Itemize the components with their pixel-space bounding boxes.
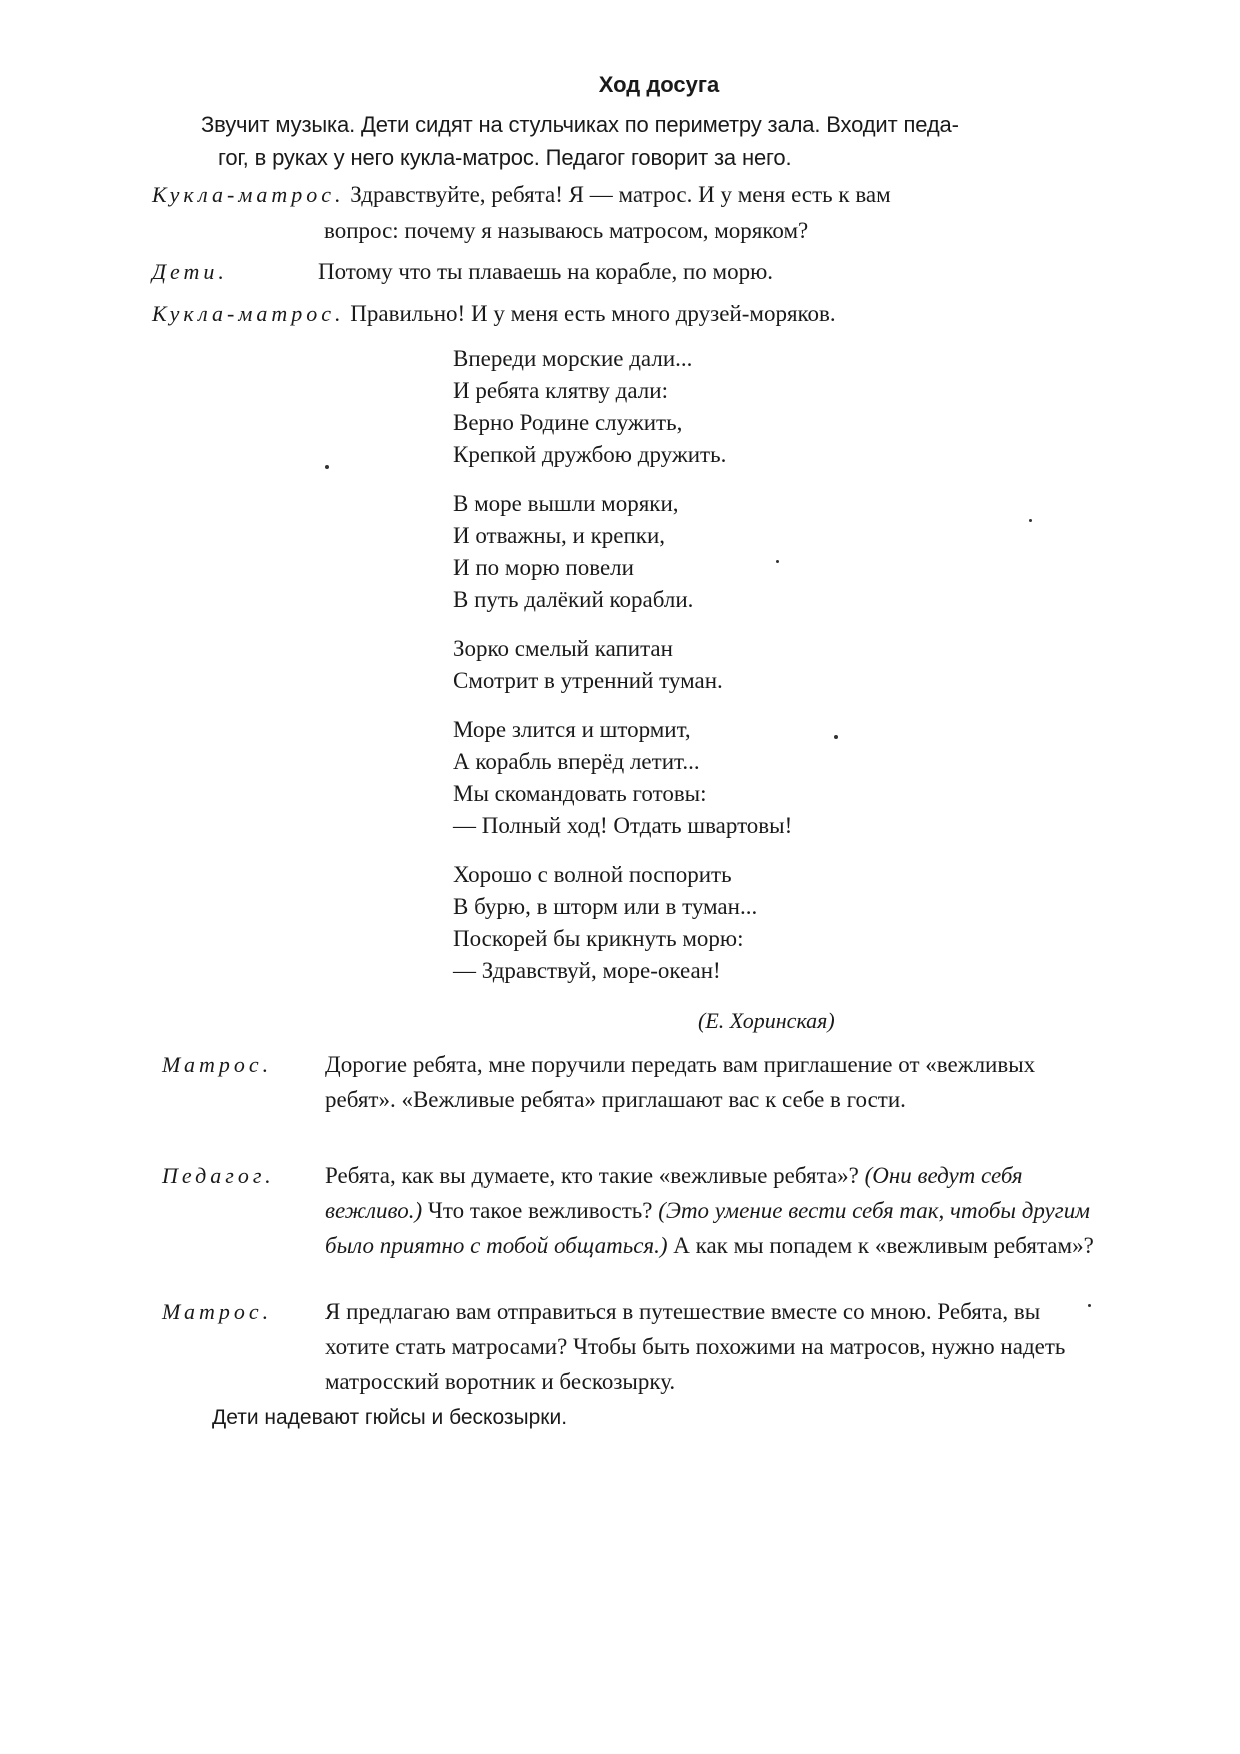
dialog-line-5	[162, 1158, 1102, 1263]
dialog-line-4-text: Дорогие ребята, мне поручили передать вам приглашение от «вежливых ребят». «Вежливые ребята» приглашают вас к себе в гости.	[325, 1052, 1036, 1112]
scan-speck	[1029, 519, 1032, 522]
page-title: Ход досуга	[598, 72, 720, 97]
speaker-doll-sailor-2: Кукла-матрос.	[152, 301, 345, 326]
poem-verse: А корабль вперёд летит...	[453, 749, 700, 774]
speaker-doll-sailor: Кукла-матрос.	[152, 182, 345, 207]
dialog-line-4	[162, 1047, 1102, 1117]
poem-stanza-4	[453, 714, 973, 842]
dialog-line-3	[152, 301, 836, 327]
poem-verse: — Полный ход! Отдать швартовы!	[453, 813, 793, 838]
scan-speck	[776, 560, 779, 563]
dialog-line-5-text-b: Что такое вежливость?	[422, 1198, 659, 1223]
poem-stanza-2	[453, 488, 973, 616]
poem-verse: И по морю повели	[453, 555, 634, 580]
dialog-line-6-text: Я предлагаю вам отправиться в путешествие вместе со мною. Ребята, вы хотите стать матросами? Чтобы быть похожими на матросов, нужно надеть матросский воротник и бескозырку.	[325, 1299, 1066, 1394]
intro-paragraph	[201, 108, 1091, 174]
poem-stanza-5	[453, 859, 973, 987]
dialog-line-1-first	[152, 182, 891, 208]
poem-verse: В бурю, в шторм или в туман...	[453, 894, 758, 919]
closing-stage-direction: Дети надевают гюйсы и бескозырки.	[212, 1406, 568, 1429]
dialog-line-3-text: Правильно! И у меня есть много друзей-моряков.	[344, 301, 836, 326]
poem-verse: Поскорей бы крикнуть морю:	[453, 926, 744, 951]
poem-verse: Крепкой дружбою дружить.	[453, 442, 727, 467]
poem-verse: Впереди морские дали...	[453, 346, 693, 371]
stage-note: (Они ведут себя вежливо.)	[325, 1163, 1023, 1223]
poem-verse: Верно Родине служить,	[453, 410, 683, 435]
dialog-line-5-text-a: Ребята, как вы думаете, кто такие «вежливые ребята»?	[325, 1163, 865, 1188]
dialog-line-6	[162, 1294, 1102, 1399]
poem-verse: В море вышли моряки,	[453, 491, 679, 516]
poem	[453, 343, 973, 1004]
speaker-sailor-2: Матрос.	[162, 1299, 273, 1324]
dialog-line-1-second: вопрос: почему я называюсь матросом, моряком?	[324, 218, 809, 243]
poem-author: (Е. Хоринская)	[698, 1008, 835, 1033]
poem-verse: И ребята клятву дали:	[453, 378, 668, 403]
dialog-line-2	[152, 259, 228, 285]
scan-speck	[834, 735, 838, 739]
poem-verse: В путь далёкий корабли.	[453, 587, 694, 612]
poem-stanza-1	[453, 343, 973, 471]
scan-speck	[1088, 1304, 1091, 1307]
dialog-line-1-text-a: Здравствуйте, ребята! Я — матрос. И у меня есть к вам	[344, 182, 891, 207]
intro-line-2: гог, в руках у него кукла-матрос. Педагог говорит за него.	[218, 145, 792, 170]
dialog-line-5-text-c: А как мы попадем к «вежливым ребятам»?	[667, 1233, 1094, 1258]
speaker-sailor: Матрос.	[162, 1052, 273, 1077]
poem-verse: И отважны, и крепки,	[453, 523, 666, 548]
poem-stanza-3	[453, 633, 973, 697]
poem-verse: Мы скомандовать готовы:	[453, 781, 707, 806]
poem-verse: Хорошо с волной поспорить	[453, 862, 732, 887]
dialog-line-2-text: Потому что ты плаваешь на корабле, по морю.	[318, 259, 774, 284]
speaker-children: Дети.	[152, 259, 228, 284]
intro-line-1: Звучит музыка. Дети сидят на стульчиках по периметру зала. Входит педа-	[201, 112, 959, 137]
speaker-teacher: Педагог.	[162, 1163, 275, 1188]
stage-note: (Это умение вести себя так, чтобы другим было приятно с тобой общаться.)	[325, 1198, 1090, 1258]
poem-verse: Смотрит в утренний туман.	[453, 668, 723, 693]
dialog-line-5-text	[325, 1158, 1102, 1263]
poem-verse: Море злится и штормит,	[453, 717, 691, 742]
scan-speck	[325, 465, 329, 469]
poem-verse: — Здравствуй, море-океан!	[453, 958, 721, 983]
poem-verse: Зорко смелый капитан	[453, 636, 673, 661]
